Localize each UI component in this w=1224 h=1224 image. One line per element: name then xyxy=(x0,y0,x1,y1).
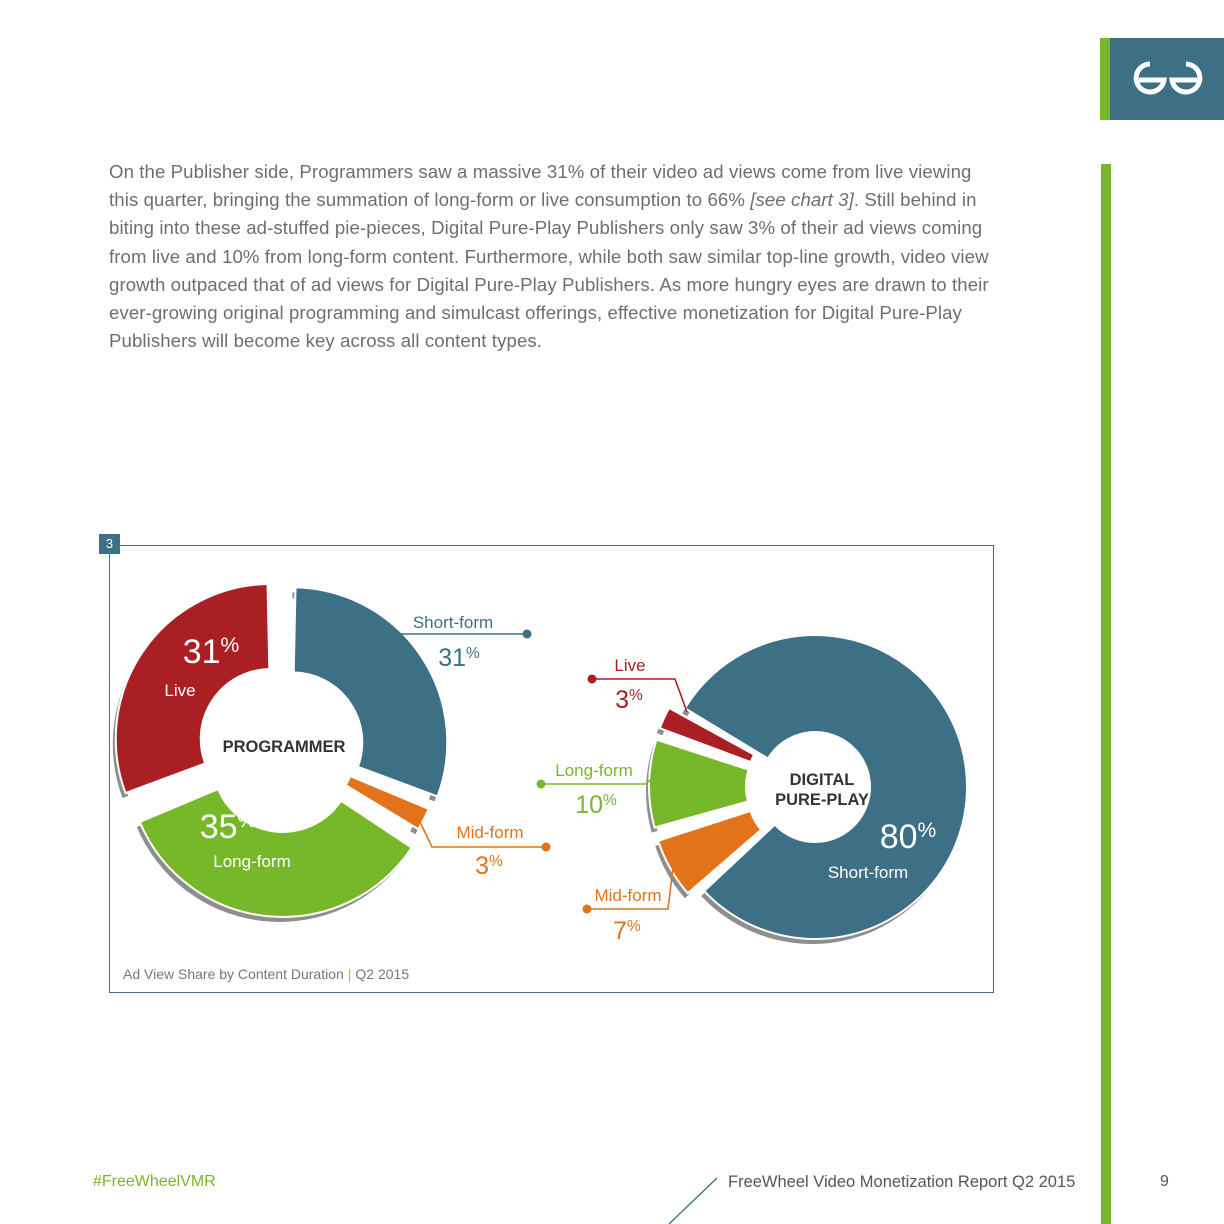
value-number: 80 xyxy=(879,818,918,856)
paragraph-text-after: . Still behind in biting into these ad-stuffed pie-pieces, Digital Pure-Play Publishers only saw 3% of their ad views coming from live and 10% from long-form content. Furthermore, while both saw similar top-line growth, video view growth outpaced that of ad views for Digital Pure-Play Publishers. As more hungry eyes are drawn to their ever-growing original programming and simulcast offerings, effective monetization for Digital Pure-Play Publishers will become key across all content types. xyxy=(109,189,989,352)
value-number: 10 xyxy=(575,791,604,819)
paragraph-text-before: On the Publisher side, Programmers saw a massive 31% of their video ad views come from live viewing this quarter, bringing the summation of long-form or live consumption to 66% xyxy=(109,161,972,211)
caption-period: Q2 2015 xyxy=(355,966,410,982)
chart-number-badge: 3 xyxy=(99,534,120,554)
value-percent: % xyxy=(917,819,937,843)
value-number: 7 xyxy=(613,917,628,945)
value-percent: % xyxy=(629,687,643,704)
value-percent: % xyxy=(237,809,257,833)
value-number: 35 xyxy=(199,808,238,846)
label-long-form: Long-form xyxy=(555,761,633,780)
value-number: 31 xyxy=(182,633,221,671)
center-title-line-1: PROGRAMMER xyxy=(222,738,346,756)
footer-page-number: 9 xyxy=(1160,1173,1169,1190)
value-percent: % xyxy=(603,792,617,809)
value-number: 31 xyxy=(438,644,467,672)
chart-reference: [see chart 3] xyxy=(750,189,854,211)
value-number: 3 xyxy=(615,686,630,714)
center-title-line-2: PURE-PLAY xyxy=(775,791,869,809)
label-mid-form: Mid-form xyxy=(456,823,524,842)
footer-report-title: FreeWheel Video Monetization Report Q2 2015 xyxy=(728,1173,1076,1191)
label-live: Live xyxy=(614,656,646,675)
value-percent: % xyxy=(489,853,503,870)
label-long-form: Long-form xyxy=(213,852,291,871)
footer-hashtag[interactable]: #FreeWheelVMR xyxy=(93,1173,216,1190)
caption-title: Ad View Share by Content Duration xyxy=(123,966,344,982)
label-live: Live xyxy=(164,681,196,700)
center-title-line-1: DIGITAL xyxy=(789,771,855,789)
label-short-form: Short-form xyxy=(412,613,494,632)
caption-separator: | xyxy=(347,966,352,982)
label-mid-form: Mid-form xyxy=(594,886,662,905)
value-percent: % xyxy=(220,634,240,658)
label-short-form: Short-form xyxy=(827,863,909,882)
value-number: 3 xyxy=(475,852,490,880)
value-percent: % xyxy=(627,918,641,935)
value-percent: % xyxy=(466,645,480,662)
